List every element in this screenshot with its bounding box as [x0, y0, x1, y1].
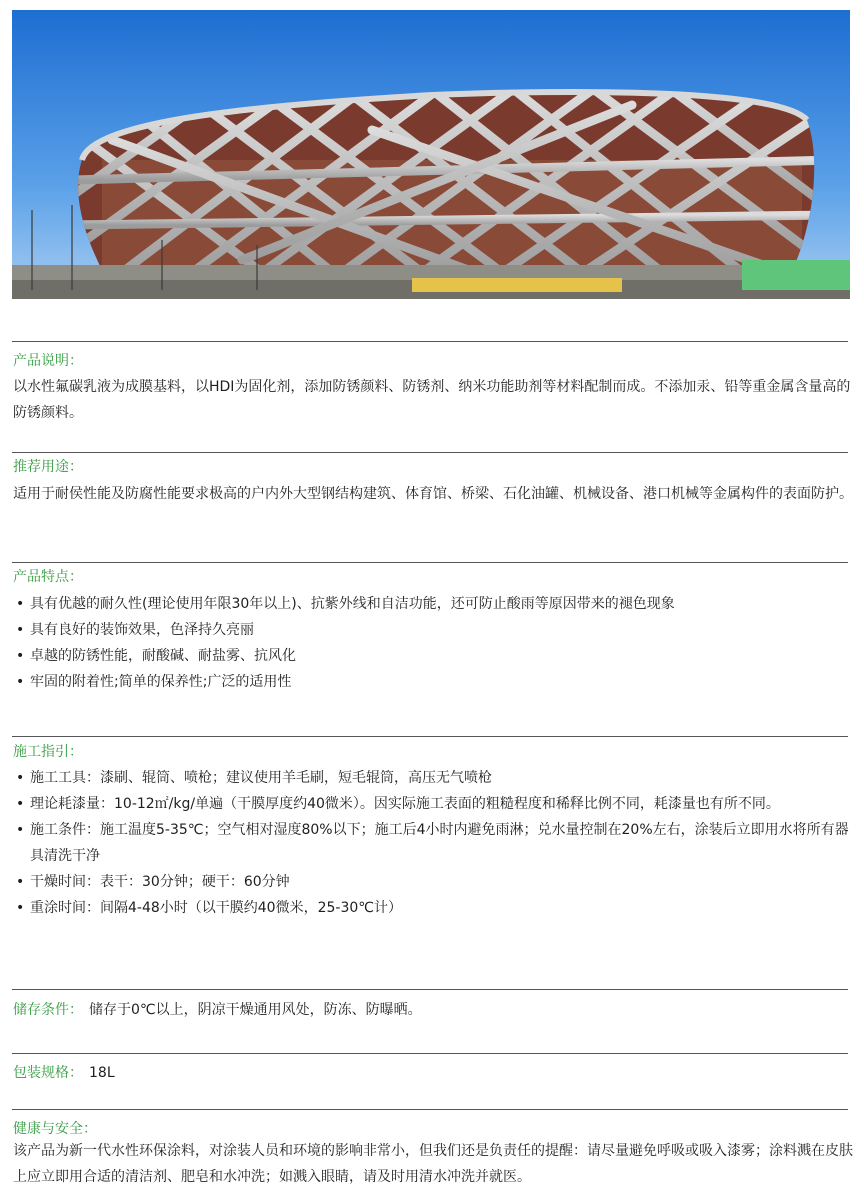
packaging-text: 18L — [89, 1065, 115, 1081]
safety-text: 该产品为新一代水性环保涂料，对涂装人员和环境的影响非常小，但我们还是负责任的提醒：请尽量避免呼吸或吸入漆雾；涂料溅在皮肤上应立即用合适的清洁剂、肥皂和水冲洗；如溅入眼睛，请及时用清水冲洗并就医。 — [13, 1143, 853, 1185]
section-divider — [12, 1109, 848, 1110]
application-list — [15, 765, 857, 921]
usage-text: 适用于耐侯性能及防腐性能要求极高的户内外大型钢结构建筑、体育馆、桥梁、石化油罐、机械设备、港口机械等金属构件的表面防护。 — [13, 486, 853, 502]
packaging-row — [13, 1064, 115, 1082]
storage-row — [13, 1001, 422, 1019]
section-divider — [12, 1053, 848, 1054]
section-divider — [12, 989, 848, 990]
storage-text: 储存于0℃以上，阴凉干燥通用风处，防冻、防曝晒。 — [89, 1002, 422, 1018]
section-divider — [12, 736, 848, 737]
packaging-title: 包装规格： — [13, 1065, 83, 1081]
description-text: 以水性氟碳乳液为成膜基料，以HDI为固化剂，添加防锈颜料、防锈剂、纳米功能助剂等材料配制而成。不添加汞、铅等重金属含量高的防锈颜料。 — [13, 379, 851, 421]
list-item: • 干燥时间：表干：30分钟；硬干：60分钟 — [15, 869, 857, 895]
section-divider — [12, 562, 848, 563]
stadium-photo — [12, 10, 850, 299]
section-divider — [12, 452, 848, 453]
usage-title: 推荐用途： — [13, 459, 83, 475]
list-item: • 理论耗漆量：10-12㎡/kg/单遍（干膜厚度约40微米）。因实际施工表面的粗糙程度和稀释比例不同，耗漆量也有所不同。 — [15, 791, 857, 817]
list-item: • 卓越的防锈性能，耐酸碱、耐盐雾、抗风化 — [15, 643, 857, 669]
section-divider — [12, 341, 848, 342]
features-list — [15, 591, 857, 695]
safety-title: 健康与安全： — [13, 1121, 97, 1137]
features-title: 产品特点： — [13, 569, 83, 585]
list-item: • 具有优越的耐久性(理论使用年限30年以上)、抗紫外线和自洁功能，还可防止酸雨等原因带来的褪色现象 — [15, 591, 857, 617]
list-item: • 施工工具：漆刷、辊筒、喷枪；建议使用羊毛刷，短毛辊筒，高压无气喷枪 — [15, 765, 857, 791]
list-item: • 重涂时间：间隔4-48小时（以干膜约40微米，25-30℃计） — [15, 895, 857, 921]
list-item: • 施工条件：施工温度5-35℃；空气相对湿度80%以下；施工后4小时内避免雨淋；兑水量控制在20%左右，涂装后立即用水将所有器具清洗干净 — [15, 817, 857, 869]
storage-title: 储存条件： — [13, 1002, 83, 1018]
description-title: 产品说明： — [13, 353, 83, 369]
list-item: • 具有良好的装饰效果，色泽持久亮丽 — [15, 617, 857, 643]
list-item: • 牢固的附着性;简单的保养性;广泛的适用性 — [15, 669, 857, 695]
application-title: 施工指引： — [13, 744, 83, 760]
